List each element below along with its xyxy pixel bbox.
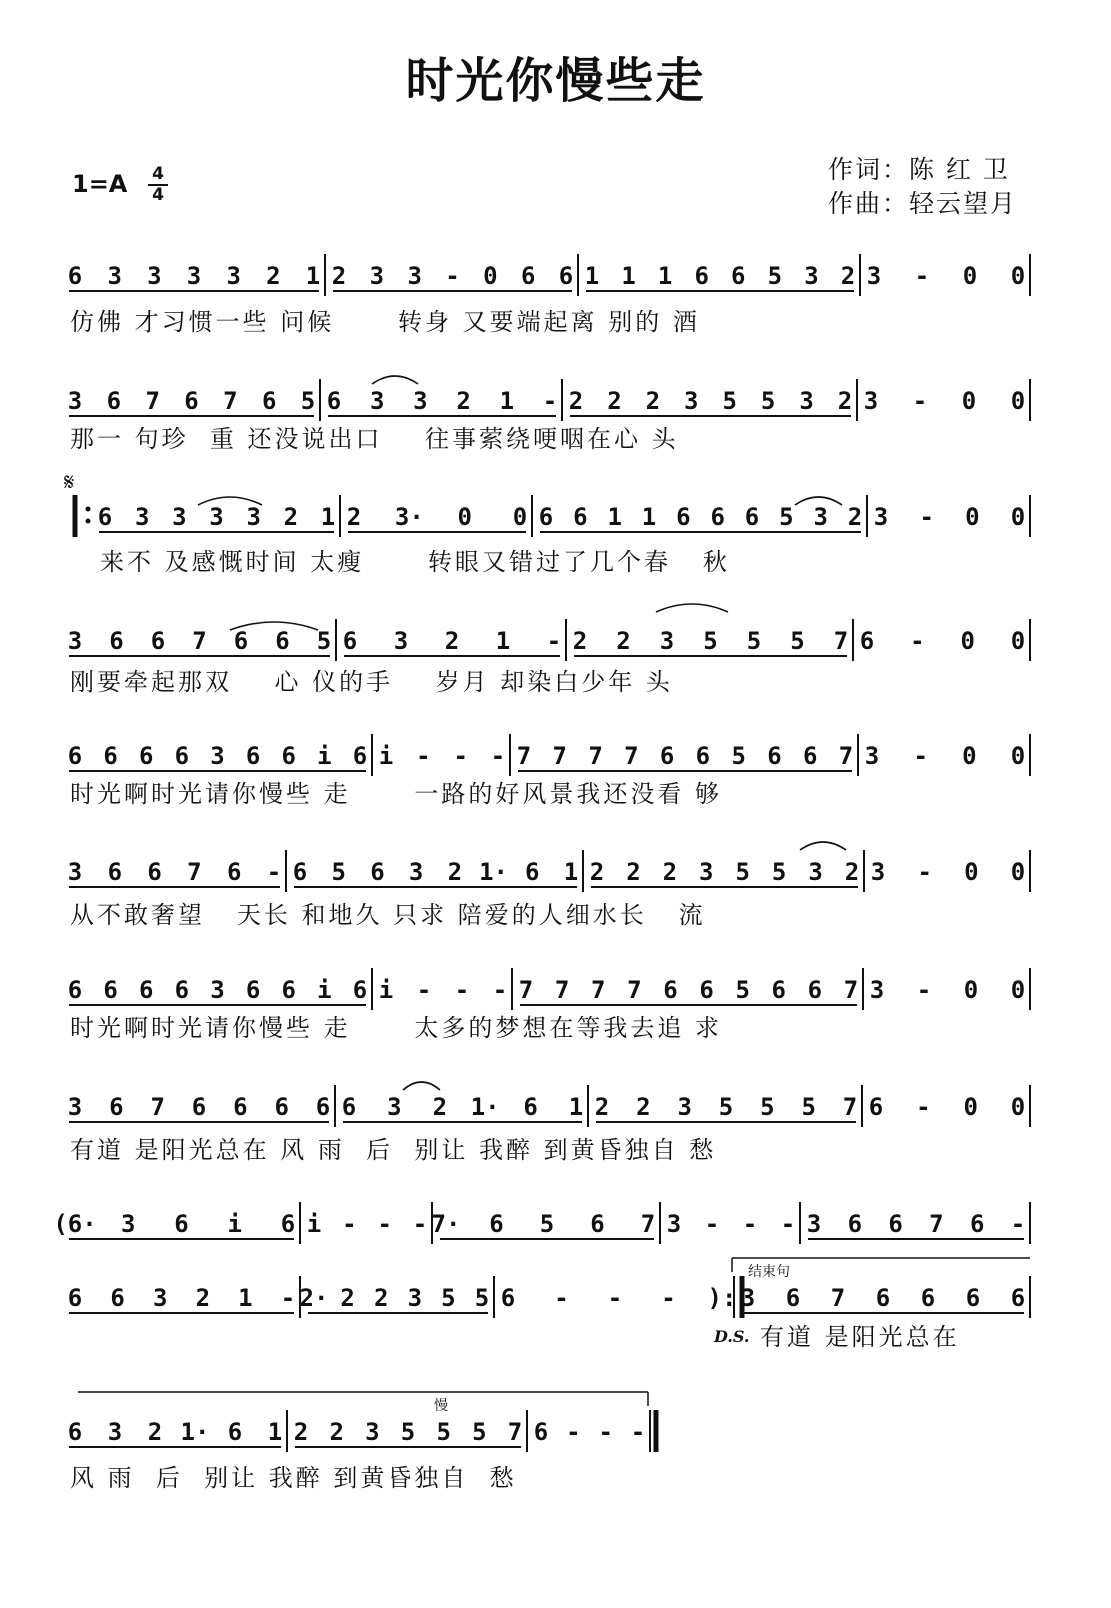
note: 6	[352, 742, 368, 770]
note: 3	[107, 1418, 123, 1446]
note: 6	[771, 976, 787, 1004]
lyrics-line: 时光啊时光请你慢些 走 太多的梦想在等我去追 求	[70, 1014, 723, 1042]
note: 6	[103, 976, 118, 1004]
note: 3	[677, 1093, 692, 1121]
note: 5	[771, 858, 787, 886]
note: -	[542, 387, 558, 415]
tie-arc	[656, 604, 728, 612]
note: 1	[584, 262, 600, 290]
note: -	[598, 1418, 613, 1446]
note: 3	[134, 503, 150, 531]
note: -	[454, 976, 470, 1004]
note: 7	[588, 742, 603, 770]
repeat-dot	[86, 507, 91, 512]
note: 3	[866, 262, 882, 290]
note: 6	[699, 976, 714, 1004]
segno-sign: 𝄋	[64, 468, 75, 496]
note: 7	[507, 1418, 523, 1446]
note: 1·	[470, 1093, 500, 1121]
note: 6	[97, 503, 113, 531]
note: 1	[657, 262, 673, 290]
tie-arc	[403, 1082, 440, 1090]
note: 0	[512, 503, 528, 531]
note: 0	[1010, 858, 1026, 886]
note: -	[1010, 1210, 1026, 1238]
note: 3	[873, 503, 889, 531]
note: 3	[699, 858, 714, 886]
note: 5	[400, 1418, 416, 1446]
note: -	[607, 1284, 623, 1312]
note: 1	[607, 503, 622, 531]
lyrics-line: 来不 及感慨时间 太瘦 转眼又错过了几个春 秋	[100, 548, 730, 576]
lyrics-line: 时光啊时光请你慢些 走 一路的好风景我还没看 够	[70, 780, 723, 808]
note: 7	[223, 387, 238, 415]
note: 6	[731, 262, 746, 290]
note: 7	[627, 976, 642, 1004]
note: 7	[552, 742, 568, 770]
lyrics-line: 从不敢奢望 天长 和地久 只求 陪爱的人细水长 流	[70, 901, 706, 929]
note: 7	[842, 1093, 858, 1121]
note: 7	[187, 858, 202, 886]
repeat-dot	[86, 519, 91, 524]
note: -	[266, 858, 282, 886]
note: 6	[292, 858, 308, 886]
note: i	[227, 1210, 242, 1238]
note: 6	[315, 1093, 331, 1121]
note: 5	[760, 387, 776, 415]
note: ):	[707, 1284, 737, 1312]
note: 3	[365, 1418, 380, 1446]
note: 6	[67, 742, 83, 770]
note: 7	[640, 1210, 656, 1238]
note: -	[919, 503, 934, 531]
note: 5	[779, 503, 794, 531]
note: 6	[107, 858, 123, 886]
note: 2	[444, 627, 460, 655]
note: 5	[718, 1093, 734, 1121]
note: 6	[694, 262, 709, 290]
note: 6	[744, 503, 760, 531]
note: 3	[107, 262, 122, 290]
note: 6	[525, 858, 540, 886]
ds-mark: D.S.	[714, 1327, 750, 1346]
note: 3	[740, 1284, 756, 1312]
note: 3	[67, 387, 83, 415]
note: 6	[245, 976, 261, 1004]
note: 2	[456, 387, 471, 415]
note: 6	[807, 976, 823, 1004]
note: 5	[746, 627, 762, 655]
note: 3	[666, 1210, 682, 1238]
note: 2	[844, 858, 860, 886]
note: -	[914, 262, 930, 290]
note: 2	[447, 858, 463, 886]
note: 6	[558, 262, 574, 290]
note: -	[780, 1210, 796, 1238]
note: -	[566, 1418, 581, 1446]
note: -	[916, 976, 932, 1004]
lyrics-line: 刚要牵起那双 心 仪的手 岁月 却染白少年 头	[70, 668, 673, 696]
note: -	[280, 1284, 296, 1312]
note: 2	[662, 858, 678, 886]
note: 3	[210, 742, 225, 770]
note: -	[630, 1418, 646, 1446]
note: i	[317, 742, 332, 770]
note: 2	[616, 627, 631, 655]
note: -	[445, 262, 460, 290]
note: 5	[735, 976, 750, 1004]
note: 2	[572, 627, 588, 655]
note: 5	[474, 1284, 490, 1312]
lyricist-credit: 作词：陈 红 卫	[828, 155, 1010, 184]
note: -	[412, 1210, 428, 1238]
note: 7	[929, 1210, 944, 1238]
note: 5	[760, 1093, 775, 1121]
note: 2	[847, 503, 863, 531]
note: 3	[393, 627, 409, 655]
note: 2	[147, 1418, 163, 1446]
note: 7	[150, 1093, 165, 1121]
note: -	[912, 387, 928, 415]
note: -	[742, 1210, 758, 1238]
note: 2	[346, 503, 362, 531]
note: 6	[767, 742, 782, 770]
note: 3	[408, 858, 424, 886]
note: 3	[209, 503, 224, 531]
note: 6	[274, 1093, 289, 1121]
note: 6	[969, 1210, 985, 1238]
note: 6	[191, 1093, 207, 1121]
note: 6	[109, 1093, 124, 1121]
note: -	[661, 1284, 676, 1312]
note: 0	[483, 262, 498, 290]
note: 6	[280, 1210, 296, 1238]
note: 5	[331, 858, 346, 886]
note: 3	[813, 503, 828, 531]
note: 3	[246, 503, 261, 531]
note: 6	[226, 858, 242, 886]
note: 6	[174, 742, 190, 770]
note: 2	[293, 1418, 309, 1446]
note: 2	[340, 1284, 355, 1312]
note: 1	[641, 503, 657, 531]
note: 6	[875, 1284, 891, 1312]
note: 5	[441, 1284, 456, 1312]
note: 1·	[180, 1418, 210, 1446]
note: 6	[67, 1284, 83, 1312]
slow-mark: 慢	[434, 1398, 448, 1414]
note: 2	[840, 262, 856, 290]
note: 0	[960, 627, 975, 655]
note: 2	[373, 1284, 389, 1312]
note: 5	[300, 387, 316, 415]
note: 6	[573, 503, 588, 531]
composer-credit: 作曲：轻云望月	[828, 189, 1018, 218]
note: 3	[413, 387, 428, 415]
note: 6	[147, 858, 162, 886]
note: 6	[676, 503, 691, 531]
note: 6	[859, 627, 875, 655]
note: 6	[500, 1284, 516, 1312]
note: 1	[499, 387, 515, 415]
note: 6	[663, 976, 678, 1004]
note: 7	[518, 976, 534, 1004]
note: 6	[659, 742, 675, 770]
note: 0	[962, 262, 978, 290]
note: 6	[281, 742, 296, 770]
note: 6	[1010, 1284, 1026, 1312]
note: 5	[767, 262, 783, 290]
note: 0	[964, 858, 979, 886]
note: 1	[568, 1093, 584, 1121]
note: 3	[869, 976, 885, 1004]
note: -	[342, 1210, 357, 1238]
note: 3	[659, 627, 675, 655]
note: 2	[331, 262, 347, 290]
tie-arc	[372, 376, 418, 384]
note: 6	[275, 627, 290, 655]
note: 6	[920, 1284, 936, 1312]
note: 6	[590, 1210, 605, 1238]
note: 3	[407, 262, 422, 290]
note: 2	[283, 503, 299, 531]
note: 3	[186, 262, 202, 290]
note: 5	[436, 1418, 451, 1446]
note: 2	[568, 387, 584, 415]
note: i	[378, 742, 394, 770]
note: 6	[370, 858, 385, 886]
note: 6	[785, 1284, 801, 1312]
note: 3	[369, 387, 385, 415]
note: 3	[863, 387, 879, 415]
time-signature-bottom: 4	[152, 185, 164, 205]
note: 6	[965, 1284, 981, 1312]
note: 2	[329, 1418, 344, 1446]
note: 6	[520, 262, 536, 290]
note: 5	[790, 627, 805, 655]
note: 3	[210, 976, 225, 1004]
note: 3·	[394, 503, 424, 531]
note: -	[704, 1210, 720, 1238]
note: 3	[684, 387, 699, 415]
note: -	[546, 627, 562, 655]
note: 0	[961, 387, 977, 415]
note: 1·	[479, 858, 509, 886]
note: 5	[735, 858, 750, 886]
note: 6	[150, 627, 166, 655]
note: 6	[523, 1093, 538, 1121]
note: 6	[67, 976, 83, 1004]
note: 2	[636, 1093, 651, 1121]
ending-label: 结束句	[748, 1264, 790, 1280]
note: 6	[184, 387, 199, 415]
note: 7·	[431, 1210, 461, 1238]
tie-arc	[800, 842, 846, 850]
note: 6	[227, 1418, 243, 1446]
note: 7	[833, 627, 849, 655]
note: 1	[320, 503, 336, 531]
note: i	[378, 976, 394, 1004]
note: 6	[326, 387, 342, 415]
note: 7	[624, 742, 639, 770]
note: 7	[192, 627, 207, 655]
note: 2	[607, 387, 622, 415]
note: 6	[106, 387, 122, 415]
lyrics-line: 有道 是阳光总在	[760, 1323, 960, 1351]
lyrics-line: 那一 句珍 重 还没说出口 往事萦绕哽咽在心 头	[70, 425, 679, 453]
note: 5	[316, 627, 332, 655]
note: 6	[352, 976, 368, 1004]
note: -	[554, 1284, 569, 1312]
note: 7	[145, 387, 160, 415]
note: 6	[174, 1210, 189, 1238]
note: 5	[472, 1418, 487, 1446]
note: 6	[538, 503, 554, 531]
note: 0	[1010, 1093, 1026, 1121]
note: 2	[432, 1093, 448, 1121]
note: 6	[802, 742, 818, 770]
note: -	[416, 742, 431, 770]
note: 5	[801, 1093, 816, 1121]
note: 6	[489, 1210, 504, 1238]
note: 0	[457, 503, 472, 531]
note: i	[317, 976, 332, 1004]
note: 6	[67, 1418, 83, 1446]
note: 3	[806, 1210, 822, 1238]
note: 6	[233, 1093, 248, 1121]
note: 1	[621, 262, 636, 290]
note: 6	[109, 627, 124, 655]
note: 2	[626, 858, 641, 886]
note: 6	[174, 976, 190, 1004]
note: 7	[554, 976, 570, 1004]
note: -	[917, 858, 932, 886]
note: -	[377, 1210, 392, 1238]
song-title: 时光你慢些走	[405, 53, 706, 109]
note: 3	[67, 627, 83, 655]
note: 1	[563, 858, 579, 886]
note: 6	[710, 503, 725, 531]
note: 0	[1010, 627, 1026, 655]
note: 7	[516, 742, 532, 770]
note: 3	[152, 1284, 168, 1312]
note: 6	[533, 1418, 549, 1446]
note: 3	[67, 1093, 83, 1121]
lyrics-line: 仿佛 才习惯一些 问候 转身 又要端起离 别的 酒	[70, 308, 700, 336]
note: -	[916, 1093, 931, 1121]
note: 3	[407, 1284, 423, 1312]
note: -	[492, 976, 508, 1004]
note: (6·	[53, 1210, 97, 1238]
lyrics-line: 风 雨 后 别让 我醉 到黄昏独自 愁	[70, 1464, 517, 1492]
note: 3	[799, 387, 814, 415]
note: 0	[1010, 976, 1026, 1004]
note: -	[416, 976, 432, 1004]
note: -	[453, 742, 468, 770]
note: -	[490, 742, 506, 770]
note: 3	[870, 858, 886, 886]
note: 0	[1010, 742, 1026, 770]
note: 7	[843, 976, 859, 1004]
note: -	[910, 627, 925, 655]
note: 2	[266, 262, 281, 290]
note: 7	[838, 742, 854, 770]
note: 0	[965, 503, 980, 531]
note: 5	[539, 1210, 555, 1238]
lyrics-line: 有道 是阳光总在 风 雨 后 别让 我醉 到黄昏独自 愁	[70, 1136, 717, 1164]
note: 6	[341, 1093, 357, 1121]
note: 2	[594, 1093, 610, 1121]
note: 2	[837, 387, 853, 415]
note: 3	[121, 1210, 136, 1238]
note: 6	[67, 262, 83, 290]
note: 6	[139, 976, 154, 1004]
note: 0	[963, 1093, 978, 1121]
key-signature: 1=A	[72, 170, 128, 198]
note: 7	[590, 976, 606, 1004]
note: 6	[245, 742, 261, 770]
note: 5	[731, 742, 746, 770]
note: 0	[1010, 262, 1026, 290]
note: 5	[703, 627, 718, 655]
note: 3	[369, 262, 385, 290]
note: 1	[238, 1284, 253, 1312]
note: 6	[233, 627, 249, 655]
note: 3	[387, 1093, 402, 1121]
note: 3	[147, 262, 162, 290]
time-signature-top: 4	[152, 164, 164, 184]
note: i	[306, 1210, 322, 1238]
note: 0	[1010, 503, 1026, 531]
note: 3	[172, 503, 187, 531]
note: 6	[868, 1093, 884, 1121]
note: 6	[888, 1210, 903, 1238]
note: 3	[804, 262, 819, 290]
note: 0	[963, 976, 979, 1004]
note: 3	[67, 858, 83, 886]
note: 1	[267, 1418, 283, 1446]
note: 6	[695, 742, 711, 770]
note: 1	[305, 262, 321, 290]
note: 6	[110, 1284, 125, 1312]
note: 2·	[299, 1284, 329, 1312]
note: 3	[226, 262, 241, 290]
note: 6	[139, 742, 154, 770]
note: 3	[864, 742, 880, 770]
note: 6	[261, 387, 277, 415]
note: 2	[645, 387, 661, 415]
note: 6	[847, 1210, 863, 1238]
note: 6	[281, 976, 296, 1004]
note: -	[913, 742, 928, 770]
note: 6	[342, 627, 358, 655]
note: 5	[722, 387, 737, 415]
note: 2	[589, 858, 605, 886]
note: 7	[830, 1284, 846, 1312]
note: 0	[962, 742, 977, 770]
note: 6	[103, 742, 118, 770]
note: 2	[195, 1284, 211, 1312]
note: 0	[1010, 387, 1026, 415]
note: 3	[808, 858, 823, 886]
note: 1	[495, 627, 511, 655]
